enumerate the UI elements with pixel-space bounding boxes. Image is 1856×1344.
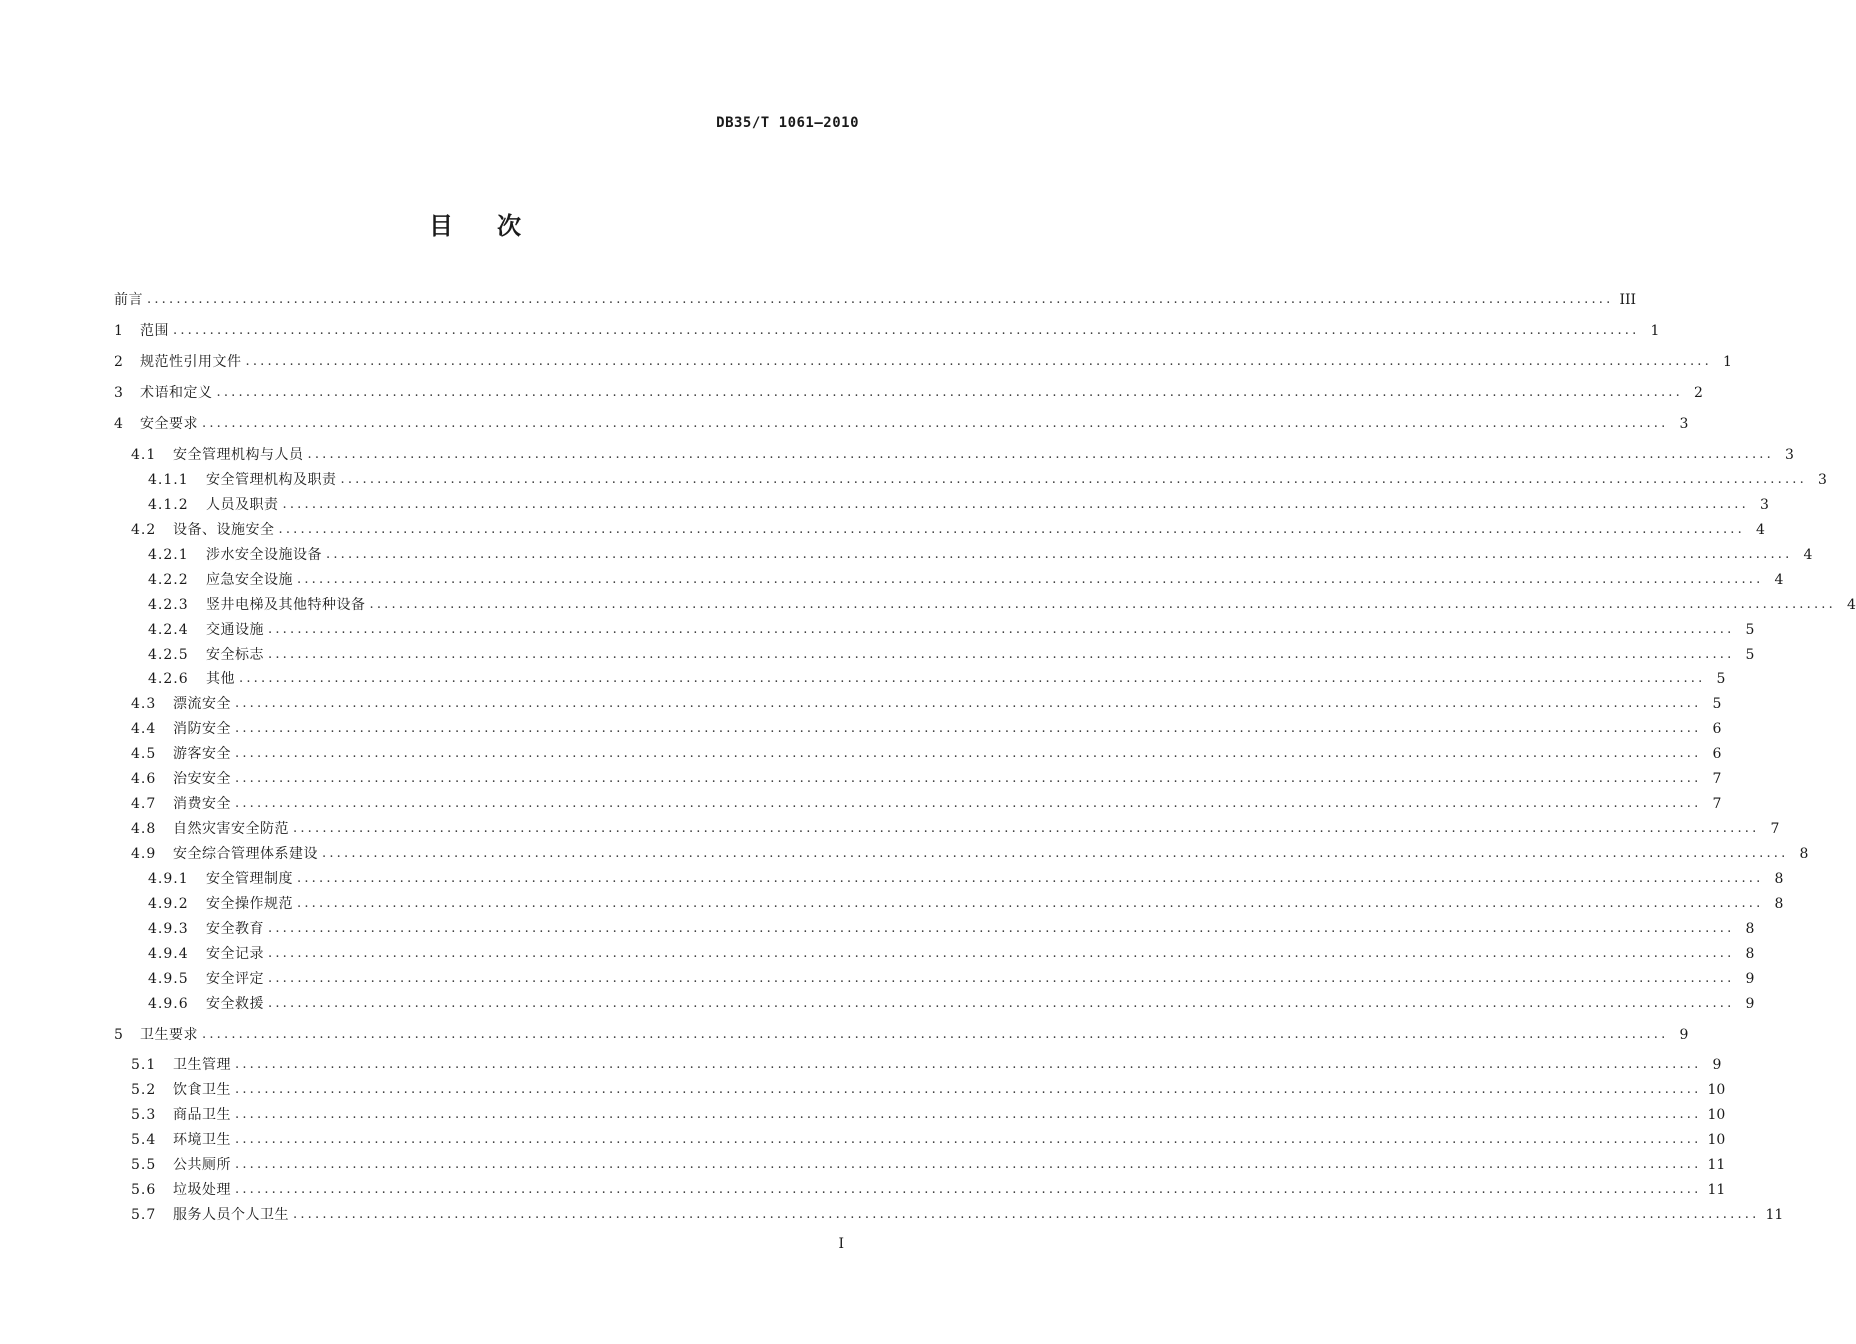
toc-entry-page: III <box>1619 292 1637 308</box>
toc-entry-page: 3 <box>1679 416 1689 432</box>
toc-leader-dots: ........................................................................................................................................................................................................ <box>297 871 1764 886</box>
toc-entry-label: 其他 <box>206 671 235 687</box>
toc-entry[interactable] <box>148 966 1755 988</box>
toc-entry-number: 3 <box>114 385 124 401</box>
toc-entry[interactable] <box>131 766 1722 788</box>
toc-leader-dots: ........................................................................................................................................................................................................ <box>326 547 1793 562</box>
toc-entry[interactable] <box>148 542 1813 564</box>
toc-entry-page: 10 <box>1707 1082 1726 1098</box>
toc-leader-dots: ........................................................................................................................................................................................................ <box>268 647 1735 662</box>
title-char-1: 目 <box>429 212 453 240</box>
toc-entry-number: 4.3 <box>131 696 157 712</box>
toc-leader-dots: ........................................................................................................................................................................................................ <box>202 416 1669 431</box>
toc-entry-number: 5.2 <box>131 1082 157 1098</box>
toc-leader-dots: ........................................................................................................................................................................................................ <box>268 921 1735 936</box>
toc-leader-dots: ........................................................................................................................................................................................................ <box>268 996 1735 1011</box>
toc-entry-number: 4.9 <box>131 846 157 862</box>
toc-entry-page: 5 <box>1712 696 1722 712</box>
toc-entry-page: 8 <box>1774 896 1784 912</box>
toc-entry-page: 7 <box>1770 821 1780 837</box>
toc-leader-dots: ........................................................................................................................................................................................................ <box>235 1082 1702 1097</box>
toc-entry-number: 4.2.3 <box>148 597 189 613</box>
toc-entry-number: 5 <box>114 1027 124 1043</box>
toc-entry[interactable] <box>131 691 1722 713</box>
document-code: DB35/T 1061—2010 <box>716 115 859 131</box>
toc-leader-dots: ........................................................................................................................................................................................................ <box>239 671 1706 686</box>
toc-entry-label: 环境卫生 <box>173 1132 231 1148</box>
toc-entry-page: 10 <box>1707 1132 1726 1148</box>
toc-entry-number: 4.7 <box>131 796 157 812</box>
toc-entry[interactable] <box>131 1177 1726 1199</box>
toc-entry-number: 5.7 <box>131 1207 157 1223</box>
toc-entry-page: 6 <box>1712 721 1722 737</box>
toc-entry-label: 安全记录 <box>206 946 264 962</box>
toc-entry-number: 4.1.1 <box>148 472 189 488</box>
toc-entry-label: 安全评定 <box>206 971 264 987</box>
toc-entry[interactable] <box>148 617 1755 639</box>
toc-leader-dots: ........................................................................................................................................................................................................ <box>173 323 1640 338</box>
toc-entry-number: 4.9.5 <box>148 971 189 987</box>
toc-entry-page: 8 <box>1774 871 1784 887</box>
toc-entry-number: 4.9.6 <box>148 996 189 1012</box>
toc-entry-page: 6 <box>1712 746 1722 762</box>
toc-entry-number: 4.1.2 <box>148 497 189 513</box>
toc-entry[interactable] <box>148 567 1784 589</box>
toc-entry[interactable] <box>131 1102 1726 1124</box>
toc-entry-number: 4.2.6 <box>148 671 189 687</box>
toc-entry-number: 5.3 <box>131 1107 157 1123</box>
toc-entry[interactable] <box>131 1152 1726 1174</box>
toc-entry-page: 5 <box>1745 622 1755 638</box>
toc-entry-label: 卫生管理 <box>173 1057 231 1073</box>
toc-entry[interactable] <box>131 442 1794 464</box>
toc-entry-label: 安全操作规范 <box>206 896 293 912</box>
toc-leader-dots: ........................................................................................................................................................................................................ <box>282 497 1749 512</box>
toc-entry[interactable] <box>148 666 1726 688</box>
toc-entry-page: 4 <box>1847 597 1856 613</box>
toc-leader-dots: ........................................................................................................................................................................................................ <box>235 1057 1702 1072</box>
toc-entry-number: 4 <box>114 416 124 432</box>
toc-leader-dots: ........................................................................................................................................................................................................ <box>307 447 1774 462</box>
toc-entry-number: 4.9.2 <box>148 896 189 912</box>
toc-leader-dots: ........................................................................................................................................................................................................ <box>235 1182 1702 1197</box>
toc-entry-page: 9 <box>1745 971 1755 987</box>
toc-entry-page: 7 <box>1712 771 1722 787</box>
toc-entry-page: 9 <box>1712 1057 1722 1073</box>
toc-entry-number: 4.2.1 <box>148 547 189 563</box>
toc-entry[interactable] <box>148 916 1755 938</box>
toc-leader-dots: ........................................................................................................................................................................................................ <box>235 1107 1702 1122</box>
toc-entry-label: 安全管理制度 <box>206 871 293 887</box>
toc-entry[interactable] <box>148 866 1784 888</box>
toc-entry[interactable] <box>131 716 1722 738</box>
toc-entry[interactable] <box>131 816 1780 838</box>
toc-entry-number: 4.9.1 <box>148 871 189 887</box>
toc-leader-dots: ........................................................................................................................................................................................................ <box>235 796 1702 811</box>
toc-entry-page: 5 <box>1745 647 1755 663</box>
toc-entry-page: 9 <box>1745 996 1755 1012</box>
toc-entry-number: 5.6 <box>131 1182 157 1198</box>
toc-entry-label: 自然灾害安全防范 <box>173 821 289 837</box>
toc-entry-label: 术语和定义 <box>140 385 213 401</box>
toc-entry-number: 4.1 <box>131 447 157 463</box>
toc-leader-dots: ........................................................................................................................................................................................................ <box>293 1207 1760 1222</box>
toc-entry[interactable] <box>131 1077 1726 1099</box>
toc-entry[interactable] <box>131 1052 1722 1074</box>
toc-entry-number: 4.2.2 <box>148 572 189 588</box>
toc-entry[interactable] <box>114 287 1637 309</box>
toc-leader-dots: ........................................................................................................................................................................................................ <box>340 472 1807 487</box>
toc-entry-label: 安全综合管理体系建设 <box>173 846 318 862</box>
toc-leader-dots: ........................................................................................................................................................................................................ <box>322 846 1789 861</box>
toc-entry-label: 治安安全 <box>173 771 231 787</box>
toc-entry-label: 公共厕所 <box>173 1157 231 1173</box>
toc-entry[interactable] <box>148 891 1784 913</box>
toc-entry[interactable] <box>131 517 1765 539</box>
toc-entry-label: 竖井电梯及其他特种设备 <box>206 597 366 613</box>
toc-entry[interactable] <box>114 1022 1689 1044</box>
toc-entry-page: 3 <box>1760 497 1769 513</box>
toc-leader-dots: ........................................................................................................................................................................................................ <box>235 696 1702 711</box>
toc-entry-page: 5 <box>1716 671 1726 687</box>
toc-entry-page: 11 <box>1707 1182 1726 1198</box>
toc-entry[interactable] <box>131 741 1722 763</box>
toc-entry-label: 安全教育 <box>206 921 264 937</box>
toc-leader-dots: ........................................................................................................................................................................................................ <box>245 354 1712 369</box>
toc-leader-dots: ........................................................................................................................................................................................................ <box>235 771 1702 786</box>
toc-entry-number: 4.9.4 <box>148 946 189 962</box>
toc-leader-dots: ........................................................................................................................................................................................................ <box>278 522 1745 537</box>
toc-entry[interactable] <box>131 1202 1784 1224</box>
toc-leader-dots: ........................................................................................................................................................................................................ <box>235 1132 1702 1147</box>
toc-entry-page: 11 <box>1707 1157 1726 1173</box>
toc-entry-number: 5.1 <box>131 1057 157 1073</box>
toc-entry-label: 交通设施 <box>206 622 264 638</box>
toc-entry-page: 10 <box>1707 1107 1726 1123</box>
toc-entry-page: 2 <box>1694 385 1703 401</box>
footer-page-number: I <box>838 1236 844 1252</box>
toc-entry-number: 4.8 <box>131 821 157 837</box>
toc-entry-number: 1 <box>114 323 124 339</box>
toc-entry-label: 安全管理机构与人员 <box>173 447 304 463</box>
toc-leader-dots: ........................................................................................................................................................................................................ <box>297 896 1764 911</box>
toc-entry-number: 4.2.5 <box>148 647 189 663</box>
toc-entry-label: 安全标志 <box>206 647 264 663</box>
toc-entry[interactable] <box>114 349 1732 371</box>
toc-entry-page: 8 <box>1745 921 1755 937</box>
toc-entry-number: 5.4 <box>131 1132 157 1148</box>
toc-entry-label: 前言 <box>114 292 143 308</box>
toc-entry[interactable] <box>114 318 1660 340</box>
toc-entry-number: 5.5 <box>131 1157 157 1173</box>
toc-entry-page: 11 <box>1765 1207 1784 1223</box>
toc-entry-page: 3 <box>1785 447 1794 463</box>
toc-leader-dots: ........................................................................................................................................................................................................ <box>268 971 1735 986</box>
toc-entry-label: 卫生要求 <box>140 1027 198 1043</box>
toc-entry-label: 安全要求 <box>140 416 198 432</box>
toc-entry[interactable] <box>114 380 1703 402</box>
toc-entry-number: 4.2 <box>131 522 157 538</box>
toc-entry-page: 4 <box>1803 547 1813 563</box>
toc-entry[interactable] <box>148 991 1755 1013</box>
toc-entry-label: 安全管理机构及职责 <box>206 472 337 488</box>
toc-leader-dots: ........................................................................................................................................................................................................ <box>268 622 1735 637</box>
toc-entry-label: 人员及职责 <box>206 497 279 513</box>
toc-leader-dots: ........................................................................................................................................................................................................ <box>216 385 1683 400</box>
toc-entry[interactable] <box>131 841 1809 863</box>
toc-entry-number: 4.4 <box>131 721 157 737</box>
title-char-2: 次 <box>497 212 521 240</box>
toc-entry[interactable] <box>148 492 1769 514</box>
toc-leader-dots: ........................................................................................................................................................................................................ <box>235 721 1702 736</box>
toc-entry[interactable] <box>148 642 1755 664</box>
toc-entry-label: 设备、设施安全 <box>173 522 275 538</box>
toc-entry-page: 8 <box>1745 946 1755 962</box>
toc-entry[interactable] <box>148 467 1827 489</box>
toc-entry-label: 消费安全 <box>173 796 231 812</box>
toc-entry-label: 消防安全 <box>173 721 231 737</box>
toc-leader-dots: ........................................................................................................................................................................................................ <box>235 746 1702 761</box>
page-title <box>0 206 950 241</box>
toc-entry-number: 4.2.4 <box>148 622 189 638</box>
toc-entry-label: 安全救援 <box>206 996 264 1012</box>
toc-entry-number: 4.9.3 <box>148 921 189 937</box>
toc-entry-page: 4 <box>1774 572 1784 588</box>
toc-entry-label: 漂流安全 <box>173 696 231 712</box>
toc-entry-page: 1 <box>1650 323 1660 339</box>
toc-entry-page: 4 <box>1756 522 1765 538</box>
toc-entry-page: 1 <box>1723 354 1732 370</box>
toc-entry-page: 7 <box>1712 796 1722 812</box>
toc-entry-page: 3 <box>1818 472 1827 488</box>
toc-entry[interactable] <box>131 1127 1726 1149</box>
toc-entry-label: 游客安全 <box>173 746 231 762</box>
toc-entry[interactable] <box>114 411 1689 433</box>
toc-entry-label: 范围 <box>140 323 169 339</box>
toc-entry-label: 服务人员个人卫生 <box>173 1207 289 1223</box>
toc-leader-dots: ........................................................................................................................................................................................................ <box>235 1157 1702 1172</box>
toc-entry-number: 4.5 <box>131 746 157 762</box>
toc-entry-label: 应急安全设施 <box>206 572 293 588</box>
toc-entry-label: 商品卫生 <box>173 1107 231 1123</box>
toc-entry[interactable] <box>131 791 1722 813</box>
toc-leader-dots: ........................................................................................................................................................................................................ <box>297 572 1764 587</box>
toc-entry-page: 8 <box>1799 846 1809 862</box>
toc-leader-dots: ........................................................................................................................................................................................................ <box>268 946 1735 961</box>
toc-entry[interactable] <box>148 592 1856 614</box>
toc-entry-number: 2 <box>114 354 124 370</box>
toc-entry-label: 规范性引用文件 <box>140 354 242 370</box>
toc-entry[interactable] <box>148 941 1755 963</box>
toc-leader-dots: ........................................................................................................................................................................................................ <box>293 821 1760 836</box>
toc-leader-dots: ........................................................................................................................................................................................................ <box>369 597 1836 612</box>
toc-entry-label: 饮食卫生 <box>173 1082 231 1098</box>
toc-leader-dots: ........................................................................................................................................................................................................ <box>202 1027 1669 1042</box>
toc-entry-label: 垃圾处理 <box>173 1182 231 1198</box>
toc-entry-page: 9 <box>1679 1027 1689 1043</box>
toc-leader-dots: ........................................................................................................................................................................................................ <box>147 292 1614 307</box>
toc-entry-number: 4.6 <box>131 771 157 787</box>
toc-entry-label: 涉水安全设施设备 <box>206 547 322 563</box>
